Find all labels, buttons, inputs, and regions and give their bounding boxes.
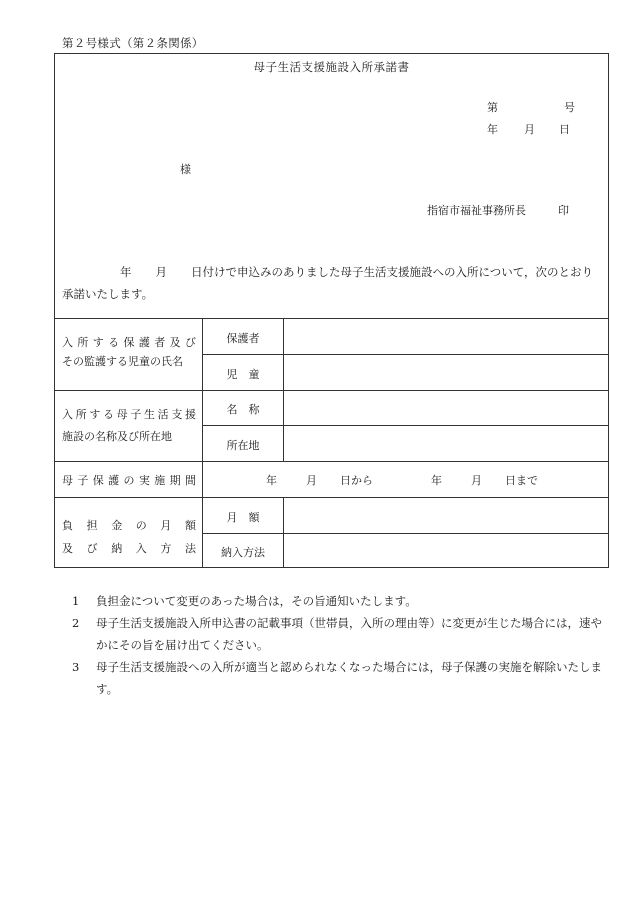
guardian-label: 保護者 — [226, 332, 260, 345]
note-text: 母子生活支援施設への入所が適当と認められなくなった場合には，母子保護の実施を解除いたします。 — [96, 660, 602, 696]
monthly-amount-label: 月 額 — [226, 511, 260, 524]
number-prefix: 第 — [487, 101, 498, 114]
row2-sub-divider — [202, 425, 608, 426]
period-from-year: 年 — [266, 474, 277, 487]
facility-address-label: 所在地 — [226, 439, 260, 452]
row1-sub-divider — [202, 354, 608, 355]
intro-year: 年 — [120, 265, 132, 279]
child-label: 児 童 — [226, 368, 260, 381]
number-suffix: 号 — [564, 101, 575, 114]
intro-paragraph — [62, 261, 599, 305]
date-day-label: 日 — [559, 123, 570, 136]
row2-label-line2: 施設の名称及び所在地 — [62, 430, 172, 443]
facility-name-label: 名 称 — [226, 403, 260, 416]
period-to-month: 月 — [471, 474, 482, 487]
date-year-label: 年 — [487, 123, 498, 136]
table-row1-bottom — [55, 390, 608, 391]
intro-line1-text: 日付けで申込みのありました母子生活支援施設への入所について，次のとおり — [191, 265, 594, 279]
approval-form-frame — [54, 53, 609, 568]
note-text: 負担金について変更のあった場合は，その旨通知いたします。 — [96, 594, 417, 608]
note-item — [72, 590, 612, 612]
rows12-col2-divider — [283, 318, 284, 461]
intro-line-1 — [62, 261, 599, 283]
row4-col2-divider — [283, 497, 284, 568]
note-item — [72, 656, 612, 700]
period-from-day: 日から — [340, 474, 373, 487]
row4-label-line2: 及び納入方法 — [62, 542, 196, 555]
addressee-suffix: 様 — [180, 163, 191, 176]
period-to-day: 日まで — [505, 474, 538, 487]
issuer-name: 指宿市福祉事務所長 — [427, 204, 526, 217]
table-row3-bottom — [55, 497, 608, 498]
row4-label-line1: 負担金の月額 — [62, 519, 196, 532]
note-number: 3 — [72, 660, 80, 674]
payment-method-label: 納入方法 — [221, 546, 265, 559]
note-item — [72, 612, 612, 656]
table-row2-bottom — [55, 461, 608, 462]
date-month-label: 月 — [524, 123, 535, 136]
form-number-label: 第２号様式（第２条関係） — [62, 36, 204, 50]
row4-sub-divider — [202, 533, 608, 534]
table-top-border — [55, 318, 608, 319]
note-text: 母子生活支援施設入所申込書の記載事項（世帯員，入所の理由等）に変更が生じた場合には，速やかにその旨を届け出てください。 — [96, 616, 602, 652]
intro-line-2: 承諾いたします。 — [62, 287, 154, 301]
row1-label-line1: 入所する保護者及び — [62, 336, 196, 349]
issuer-seal: 印 — [558, 204, 569, 217]
notes-list — [72, 590, 612, 700]
row3-label: 母子保護の実施期間 — [62, 474, 196, 487]
note-number: 1 — [72, 594, 80, 608]
row1-label-line2: その監護する児童の氏名 — [62, 355, 183, 368]
period-from-month: 月 — [306, 474, 317, 487]
row3-col1-divider — [202, 461, 203, 497]
row2-label-line1: 入所する母子生活支援 — [62, 408, 196, 421]
intro-month: 月 — [155, 265, 167, 279]
note-number: 2 — [72, 616, 80, 630]
document-title: 母子生活支援施設入所承諾書 — [253, 60, 410, 74]
period-to-year: 年 — [431, 474, 442, 487]
